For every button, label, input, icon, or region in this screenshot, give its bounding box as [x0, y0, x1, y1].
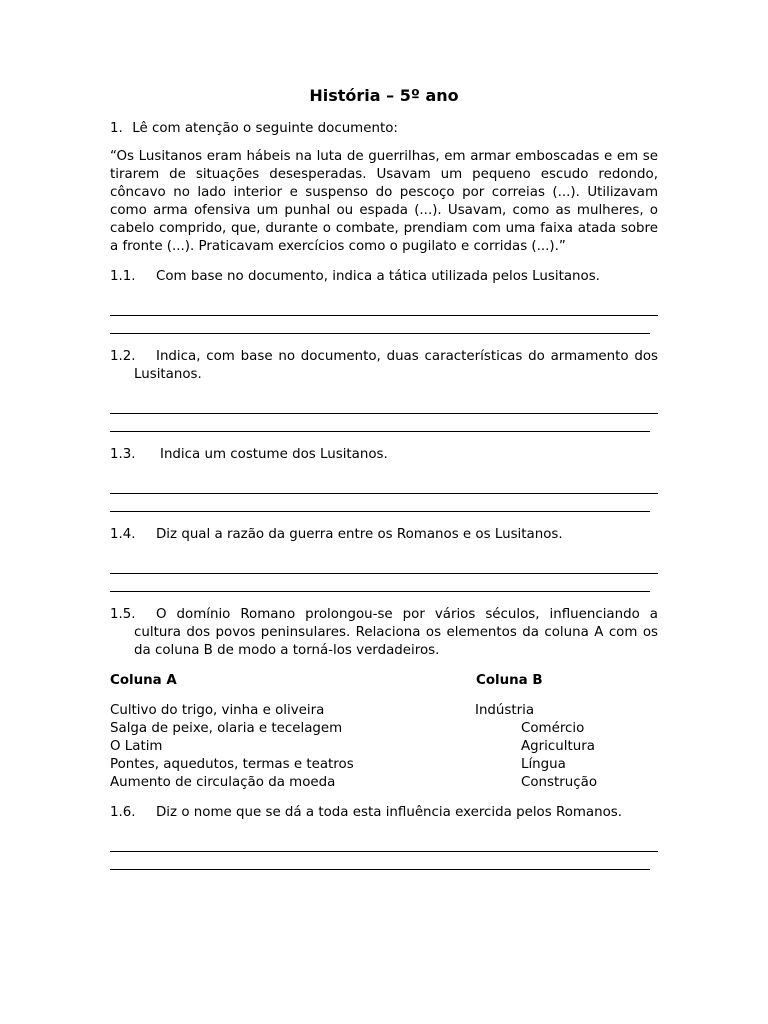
column-b-title: Coluna B — [476, 673, 543, 688]
page-title: História – 5º ano — [309, 86, 459, 105]
source-document: “Os Lusitanos eram hábeis na luta de guerrilhas, em armar emboscadas e em se tirarem de situações desesperadas. Usavam um pequeno escudo redondo, côncavo no lado interior e suspenso do pescoço por correias (...). Utilizavam como arma ofensiva um punhal ou espada (...). Usavam, como as mulheres, o cabelo comprido, que, durante o combate, prendiam com uma faixa atada sobre a fronte (...). Praticavam exercícios como o pugilato e corridas (...).” — [110, 149, 658, 254]
answer-line[interactable] — [110, 414, 650, 432]
question-text: Com base no documento, indica a tática utilizada pelos Lusitanos. — [156, 269, 600, 284]
answer-line[interactable] — [110, 556, 658, 574]
answer-line[interactable] — [110, 834, 658, 852]
question-text: Diz o nome que se dá a toda esta influência exercida pelos Romanos. — [156, 805, 623, 820]
column-b-item: Língua — [521, 757, 566, 772]
question-1-2 — [110, 348, 658, 384]
answer-line[interactable] — [110, 298, 658, 316]
question-number: 1.2. — [110, 349, 136, 364]
answer-line[interactable] — [110, 852, 650, 870]
question-1-6 — [110, 804, 658, 822]
column-a-item: Cultivo do trigo, vinha e oliveira — [110, 703, 325, 718]
answer-line[interactable] — [110, 476, 658, 494]
column-a-item: O Latim — [110, 739, 163, 754]
question-number: 1.6. — [110, 805, 136, 820]
question-number: 1.1. — [110, 269, 136, 284]
answer-lines-1-1[interactable] — [110, 298, 658, 334]
column-b-item: Comércio — [521, 721, 585, 736]
matching-headers — [110, 672, 658, 690]
question-1-text: Lê com atenção o seguinte documento: — [132, 121, 398, 136]
answer-line[interactable] — [110, 574, 650, 592]
answer-line[interactable] — [110, 316, 650, 334]
column-a-title: Coluna A — [110, 673, 177, 688]
question-text: O domínio Romano prolongou-se por vários séculos, influenciando a cultura dos povos peninsulares. Relaciona os elementos da coluna A com os da coluna B de modo a torná-los verdadeiros. — [134, 607, 658, 658]
question-number: 1.4. — [110, 527, 136, 542]
column-a-list — [110, 702, 475, 792]
answer-lines-1-4[interactable] — [110, 556, 658, 592]
column-b-item: Construção — [521, 775, 598, 790]
question-text: Indica um costume dos Lusitanos. — [160, 447, 388, 462]
answer-line[interactable] — [110, 396, 658, 414]
answer-lines-1-2[interactable] — [110, 396, 658, 432]
question-text: Diz qual a razão da guerra entre os Romanos e os Lusitanos. — [156, 527, 563, 542]
answer-line[interactable] — [110, 494, 650, 512]
answer-lines-1-6[interactable] — [110, 834, 658, 870]
answer-lines-1-3[interactable] — [110, 476, 658, 512]
column-b-item: Agricultura — [521, 739, 595, 754]
question-text: Indica, com base no documento, duas características do armamento dos Lusitanos. — [134, 349, 658, 382]
column-a-item: Salga de peixe, olaria e tecelagem — [110, 721, 343, 736]
column-a-item: Aumento de circulação da moeda — [110, 775, 336, 790]
matching-table — [110, 702, 658, 792]
column-a-item: Pontes, aquedutos, termas e teatros — [110, 757, 354, 772]
question-1-5 — [110, 606, 658, 660]
column-b-list — [475, 702, 597, 792]
worksheet-page — [110, 84, 658, 884]
question-1 — [110, 120, 658, 138]
question-1-3 — [110, 446, 658, 464]
question-1-4 — [110, 526, 658, 544]
question-number: 1.3. — [110, 447, 136, 462]
question-number: 1.5. — [110, 607, 136, 622]
column-b-item: Indústria — [475, 703, 535, 718]
question-1-number: 1. — [110, 121, 123, 136]
question-1-1 — [110, 268, 658, 286]
